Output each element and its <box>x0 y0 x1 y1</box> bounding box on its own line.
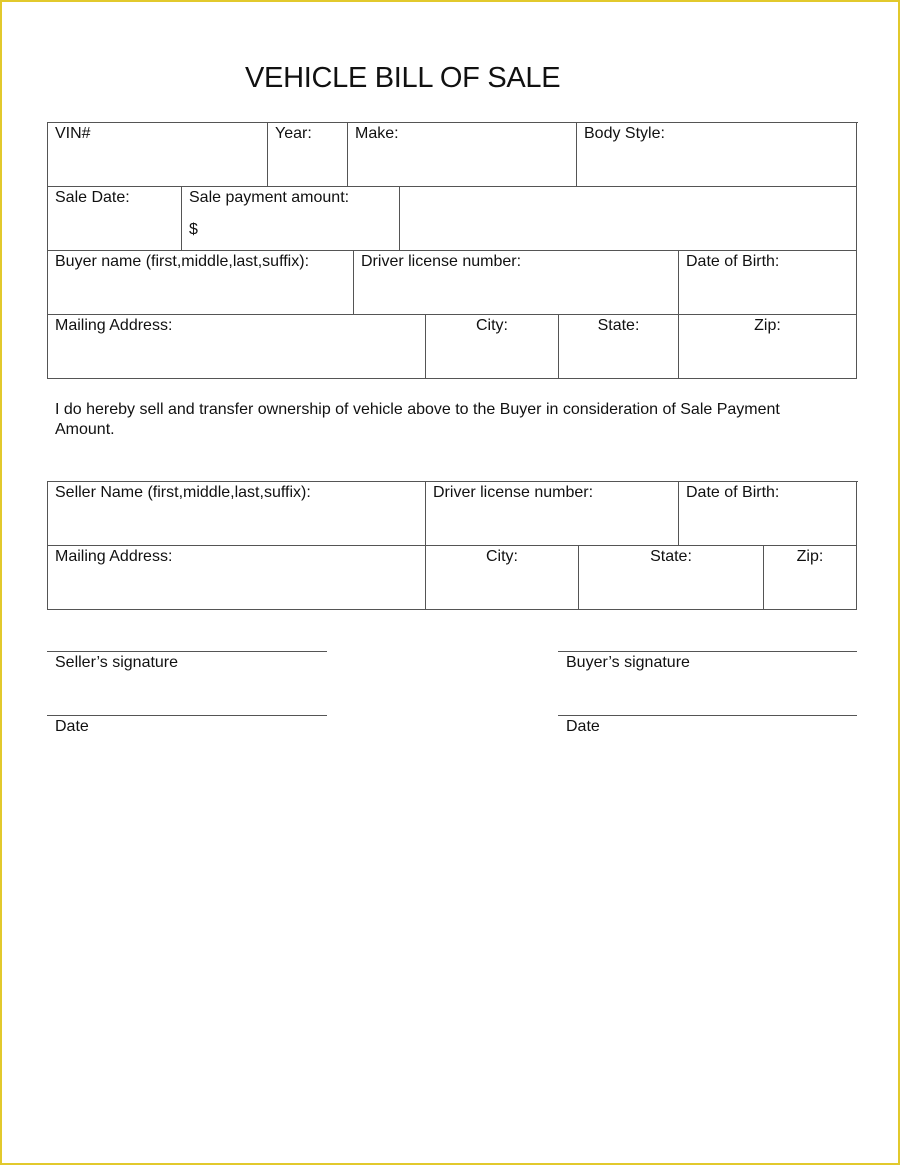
make-label: Make: <box>355 125 399 142</box>
seller-address-row <box>48 546 858 610</box>
currency-symbol: $ <box>189 221 198 238</box>
seller-table <box>47 481 858 610</box>
seller-zip-label: Zip: <box>796 548 824 565</box>
buyer-row <box>48 251 858 315</box>
buyer-address-label: Mailing Address: <box>55 317 173 334</box>
buyer-address-field[interactable] <box>48 315 426 379</box>
buyer-city-field[interactable] <box>426 315 559 379</box>
buyer-address-row <box>48 315 858 379</box>
seller-license-field[interactable] <box>426 482 679 546</box>
seller-dob-field[interactable] <box>679 482 857 546</box>
sale-date-field[interactable] <box>48 187 182 251</box>
vehicle-row <box>48 123 858 187</box>
year-label: Year: <box>275 125 312 142</box>
buyer-signature-line[interactable] <box>558 651 857 673</box>
seller-dob-label: Date of Birth: <box>686 484 780 501</box>
sale-payment-field[interactable] <box>182 187 400 251</box>
seller-name-label: Seller Name (first,middle,last,suffix): <box>55 484 311 501</box>
seller-address-field[interactable] <box>48 546 426 610</box>
buyer-date-label: Date <box>566 718 600 735</box>
seller-address-label: Mailing Address: <box>55 548 173 565</box>
buyer-name-label: Buyer name (first,middle,last,suffix): <box>55 253 310 270</box>
seller-date-label: Date <box>55 718 89 735</box>
sale-date-label: Sale Date: <box>55 189 130 206</box>
buyer-name-field[interactable] <box>48 251 354 315</box>
vin-field[interactable] <box>48 123 268 187</box>
make-field[interactable] <box>348 123 577 187</box>
seller-row <box>48 482 858 546</box>
seller-state-label: State: <box>650 548 692 565</box>
seller-city-field[interactable] <box>426 546 579 610</box>
vehicle-buyer-table <box>47 122 858 379</box>
sale-blank-field[interactable] <box>400 187 857 251</box>
seller-state-field[interactable] <box>579 546 764 610</box>
buyer-state-field[interactable] <box>559 315 679 379</box>
buyer-dob-label: Date of Birth: <box>686 253 780 270</box>
year-field[interactable] <box>268 123 348 187</box>
body-style-label: Body Style: <box>584 125 665 142</box>
seller-signature-label: Seller’s signature <box>55 654 179 671</box>
transfer-statement: I do hereby sell and transfer ownership of vehicle above to the Buyer in consideration of Sale Payment Amount. <box>55 401 780 438</box>
seller-name-field[interactable] <box>48 482 426 546</box>
vin-label: VIN# <box>55 125 91 142</box>
seller-date-line[interactable] <box>47 715 327 737</box>
buyer-license-label: Driver license number: <box>361 253 522 270</box>
body-style-field[interactable] <box>577 123 857 187</box>
buyer-zip-field[interactable] <box>679 315 857 379</box>
buyer-license-field[interactable] <box>354 251 679 315</box>
seller-zip-field[interactable] <box>764 546 857 610</box>
buyer-signature-label: Buyer’s signature <box>566 654 690 671</box>
buyer-zip-label: Zip: <box>754 317 781 334</box>
seller-signature-line[interactable] <box>47 651 327 673</box>
page-title: VEHICLE BILL OF SALE <box>245 62 561 94</box>
buyer-dob-field[interactable] <box>679 251 857 315</box>
sale-payment-label: Sale payment amount: <box>189 189 350 206</box>
buyer-state-label: State: <box>597 317 640 334</box>
sale-row <box>48 187 858 251</box>
buyer-date-line[interactable] <box>558 715 857 737</box>
buyer-city-label: City: <box>476 317 508 334</box>
seller-city-label: City: <box>486 548 518 565</box>
seller-license-label: Driver license number: <box>433 484 594 501</box>
